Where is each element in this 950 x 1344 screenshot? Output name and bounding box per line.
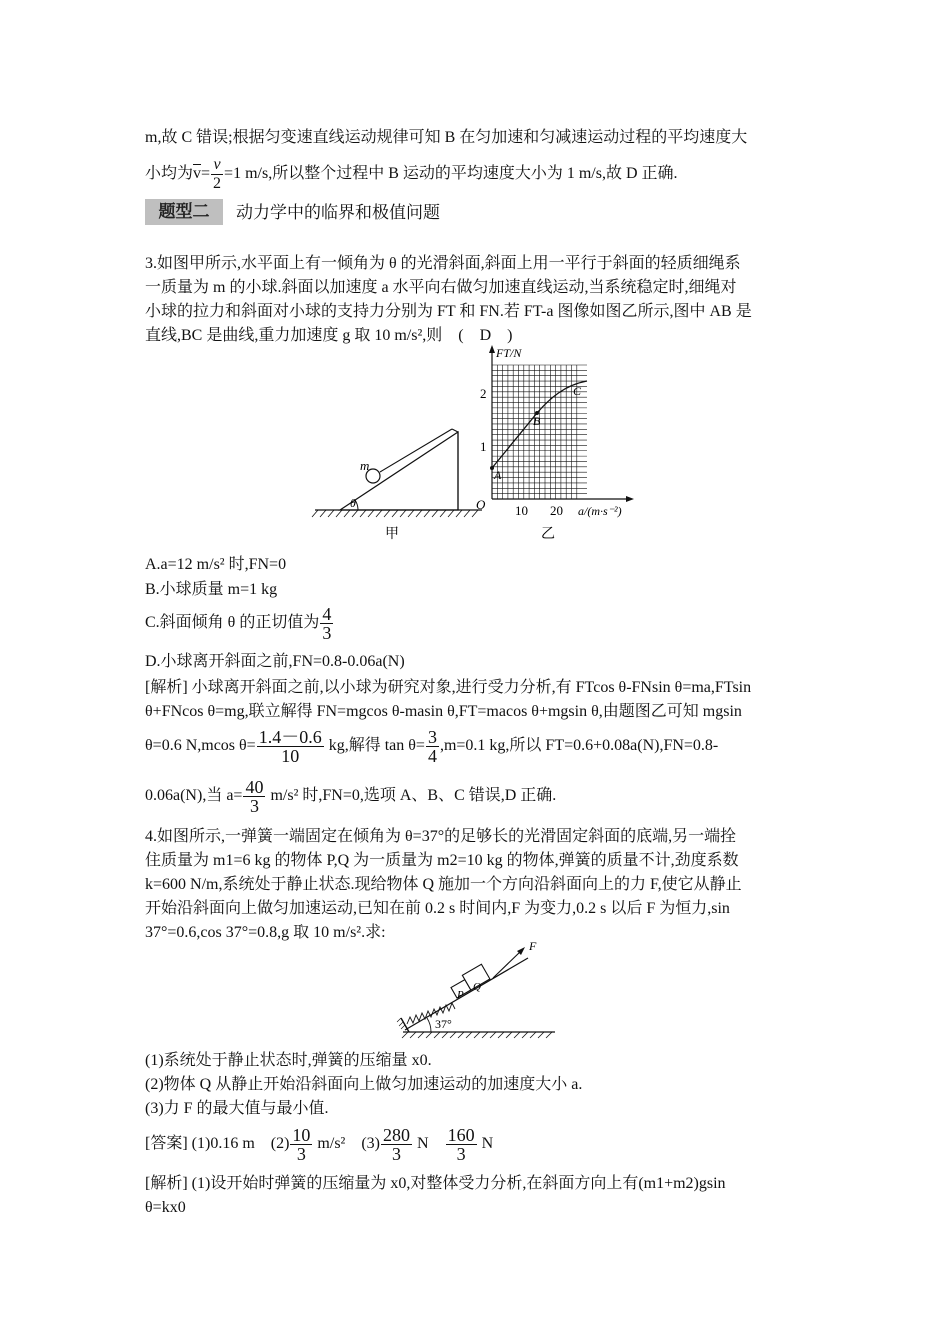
fraction-tan	[426, 728, 439, 765]
q3-option-c-text: C.斜面倾角 θ 的正切值为	[145, 614, 320, 632]
q4-sub-2: (2)物体 Q 从静止开始沿斜面向上做匀加速运动的加速度大小 a.	[145, 1076, 583, 1093]
y-tick-1: 1	[480, 439, 487, 454]
caption-jia: 甲	[385, 527, 399, 542]
frac-den: 3	[392, 1144, 401, 1164]
frac-den: 3	[456, 1144, 466, 1164]
intro-line-1: m,故 C 错误;根据匀变速直线运动规律可知 B 在匀加速和匀减速运动过程的平均速度大	[145, 129, 748, 146]
frac-num: 3	[427, 727, 437, 747]
label-F: F	[529, 940, 537, 953]
sol3-a: θ=0.6 N,mcos θ=	[145, 737, 256, 755]
fraction-10-over-3	[290, 1126, 312, 1163]
label-angle: 37°	[435, 1017, 452, 1031]
q3-solution-line-3	[145, 728, 718, 765]
y-axis-label: FT/N	[496, 346, 522, 360]
point-A: A	[494, 468, 502, 482]
figure-yi	[470, 343, 650, 543]
ans-unit-3: N	[477, 1135, 494, 1153]
origin-label: O	[476, 497, 486, 512]
q3-solution-line-1: [解析] 小球离开斜面之前,以小球为研究对象,进行受力分析,有 FTcos θ-FNsin θ=ma,FTsin	[145, 679, 752, 696]
figure-spring-incline	[393, 940, 558, 1040]
label-theta: θ	[350, 496, 356, 510]
frac-num: 10	[292, 1125, 311, 1145]
sol3-c: ,m=0.1 kg,所以 FT=0.6+0.08a(N),FN=0.8-	[439, 737, 719, 755]
x-axis-label: a/(m·s⁻²)	[578, 504, 622, 518]
figure-jia	[310, 410, 485, 545]
intro-line-2-post: =1 m/s,所以整个过程中 B 运动的平均速度大小为 1 m/s,故 D 正确.	[224, 165, 678, 183]
frac-num: 1.4－0.6	[258, 727, 322, 747]
v-bar: $\overline{v}$	[193, 165, 202, 183]
x-tick-10: 10	[515, 503, 528, 518]
frac-den: 3	[249, 796, 259, 816]
q3-option-d: D.小球离开斜面之前,FN=0.8-0.06a(N)	[145, 653, 405, 670]
q3-option-b: B.小球质量 m=1 kg	[145, 581, 278, 598]
q4-line-3: k=600 N/m,系统处于静止状态.现给物体 Q 施加一个方向沿斜面向上的力 F,使它从静止	[145, 876, 742, 893]
q3-solution-line-4	[145, 778, 556, 815]
ans-unit-2: N	[413, 1135, 445, 1153]
fraction-160-over-3	[446, 1126, 477, 1163]
fraction-mcos	[257, 728, 324, 765]
q4-sub-3: (3)力 F 的最大值与最小值.	[145, 1100, 329, 1117]
q3-line-3: 小球的拉力和斜面对小球的支持力分别为 FT 和 FN.若 FT-a 图像如图乙所示,图中 AB 是	[145, 303, 752, 320]
q4-line-5: 37°=0.6,cos 37°=0.8,g 取 10 m/s².求:	[145, 924, 386, 941]
sol4-b: m/s² 时,FN=0,选项 A、B、C 错误,D 正确.	[266, 787, 557, 805]
ans-pre: [答案] (1)0.16 m (2)	[145, 1135, 290, 1153]
q4-line-1: 4.如图所示,一弹簧一端固定在倾角为 θ=37°的足够长的光滑固定斜面的底端,另一端拴	[145, 828, 737, 845]
frac-den: 10	[281, 746, 300, 766]
q4-line-2: 住质量为 m1=6 kg 的物体 P,Q 为一质量为 m2=10 kg 的物体,弹簧的质量不计,劲度系数	[145, 852, 739, 869]
y-tick-2: 2	[480, 386, 487, 401]
q4-explanation-line-1: [解析] (1)设开始时弹簧的压缩量为 x0,对整体受力分析,在斜面方向上有(m1+m2)gsin	[145, 1175, 726, 1192]
point-B: B	[533, 414, 541, 428]
point-C: C	[573, 384, 582, 398]
frac-num: 280	[383, 1125, 410, 1145]
label-m: m	[360, 458, 370, 473]
x-tick-20: 20	[550, 503, 563, 518]
ans-mid: m/s² (3)	[313, 1135, 380, 1153]
q3-line-1: 3.如图甲所示,水平面上有一倾角为 θ 的光滑斜面,斜面上用一平行于斜面的轻质细绳系	[145, 255, 741, 272]
frac-den: 3	[322, 623, 332, 643]
frac-num: 40	[245, 777, 264, 797]
q3-option-a: A.a=12 m/s² 时,FN=0	[145, 556, 287, 573]
section-title: 动力学中的临界和极值问题	[236, 203, 440, 223]
q4-line-4: 开始沿斜面向上做匀加速运动,已知在前 0.2 s 时间内,F 为变力,0.2 s 以后 F 为恒力,sin	[145, 900, 730, 917]
fraction-v-over-2	[211, 156, 223, 193]
sol4-a: 0.06a(N),当 a=	[145, 787, 243, 805]
frac-den: 3	[296, 1144, 306, 1164]
frac-num: v	[213, 156, 221, 173]
section-badge: 题型二	[145, 199, 223, 225]
intro-line-2	[145, 156, 678, 193]
fraction-4-over-3	[320, 605, 333, 642]
fraction-280-over-3	[381, 1126, 412, 1163]
q3-line-2: 一质量为 m 的小球.斜面以加速度 a 水平向右做匀加速直线运动,当系统稳定时,细绳对	[145, 279, 737, 296]
frac-num: 160	[447, 1125, 475, 1145]
label-Q: Q	[473, 981, 481, 993]
equals: =	[201, 165, 211, 183]
q4-answer	[145, 1126, 493, 1163]
intro-line-2-pre: 小均为	[145, 165, 194, 183]
label-P: P	[457, 989, 464, 1001]
q3-line-4: 直线,BC 是曲线,重力加速度 g 取 10 m/s²,则 ( D )	[145, 327, 513, 344]
q3-solution-line-2: θ+FNcos θ=mg,联立解得 FN=mgcos θ-masin θ,FT=macos θ+mgsin θ,由题图乙可知 mgsin	[145, 703, 742, 720]
q3-option-c	[145, 605, 334, 642]
q4-sub-1: (1)系统处于静止状态时,弹簧的压缩量 x0.	[145, 1052, 432, 1069]
q4-explanation-line-2: θ=kx0	[145, 1199, 186, 1216]
sol3-b: kg,解得 tan θ=	[324, 737, 425, 755]
frac-num: 4	[322, 604, 332, 624]
fraction-40-over-3	[243, 778, 265, 815]
caption-yi: 乙	[541, 527, 555, 542]
frac-den: 4	[427, 746, 437, 766]
frac-den: 2	[213, 175, 222, 192]
